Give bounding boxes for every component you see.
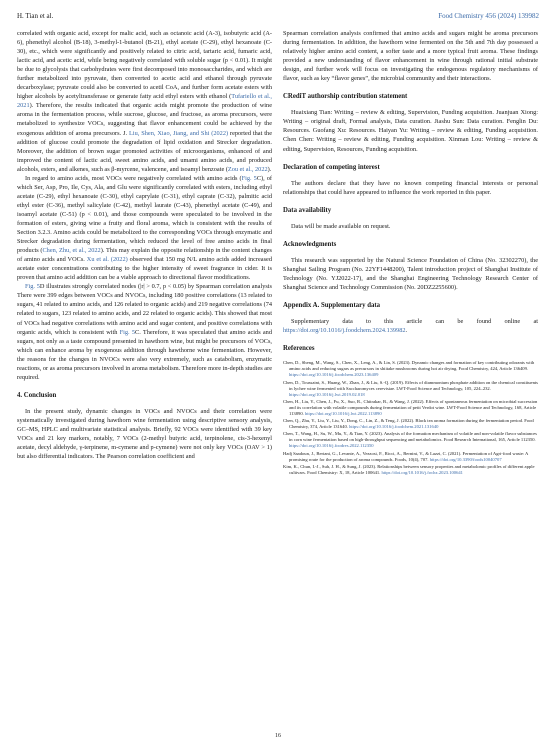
- paragraph: Supplementary data to this article can be found online at https://doi.org/10.1016/j.foodchem.2024.139982.: [283, 318, 538, 335]
- reference-doi-link[interactable]: https://doi.org/10.3390/foods10040707: [429, 456, 502, 462]
- paragraph: Spearman correlation analysis confirmed that amino acids and sugars might be aroma precursors during fermentation. In addition, the hawthorn wine fermented on the 5th and 7th day possessed a relatively higher amino acid content, a softer taste and a more typical fruit aroma. These findings provided a new understanding of flavor enhancement in wine through rational initial substrate design, and further work will focus on investigating the endogenous regulatory mechanisms of flavor, such as key “flavor genes”, the microbial community and their interactions.: [283, 30, 538, 83]
- reference-doi-link[interactable]: https://doi.org/10.1016/j.foodres.2022.112350: [289, 443, 374, 449]
- paragraph: This research was supported by the Natural Science Foundation of China (No. 32302270), the Shanghai Sailing Program (No. 22YF1448200), Talent introduction project of Shanghai Institute of Technology (No. YJ2022-17), and the Shanghai Engineering Technology Research Center of Shanghai Science and Technology Commission (No. 20DZ2255600).: [283, 256, 538, 291]
- section-heading-appendix: Appendix A. Supplementary data: [283, 302, 381, 310]
- figure-link[interactable]: Fig. 5: [25, 283, 40, 291]
- section-heading-competing-interest: Declaration of competing interest: [283, 163, 380, 171]
- reference-doi-link[interactable]: https://doi.org/10.1016/j.lwt.2019.02.018: [289, 391, 365, 397]
- reference-text: Chen, D., Sheng, M., Wang, S., Chen, X., Leng, A., & Lin, S. (2023). Dynamic changes and formation of key contributing odorants with amino acids and reducing sugars as precursors in shiitake mushrooms during hot air drying. Food Chemistry, 424, Article 136409.: [283, 360, 535, 372]
- reference-doi-link[interactable]: https://doi.org/10.1016/j.foodchem.2021.131640: [349, 424, 439, 430]
- citation-link[interactable]: Liu, Shen, Xiao, Jiang, and Shi (2022): [129, 129, 229, 137]
- figure-link[interactable]: Fig. 5: [119, 328, 135, 336]
- reference-doi-link[interactable]: https://doi.org/10.1016/j.foodchem.2023.136409: [289, 372, 379, 378]
- reference-item: [283, 418, 538, 430]
- citation-link[interactable]: Chen, Zhu, et al., 2022: [42, 247, 101, 255]
- reference-text: Chen, D., Toussaint, S., Huang, W., Zhan, J., & Liu, S.-Q. (2019). Effects of diammonium phosphate addition on the chemical constituents in lychee wine fermented with Saccharomyces cerevisiae. LWT-Food Science and Technology, 105, 224–232.: [283, 379, 538, 391]
- reference-text: Chen, Q., Zhu, Y., Liu, Y., Liu, Y., Dong, C., Lin, Z., & Teng, J. (2022). Black tea aroma formation during the fermentation period. Food Chemistry, 374, Article 131640.: [283, 418, 534, 430]
- reference-doi-link[interactable]: https://doi.org/10.1016/j.lwt.2022.113890: [304, 410, 382, 416]
- paragraph: In regard to amino acids, most VOCs were negatively correlated with amino acids (Fig. 5C), of which Ser, Asp, Pro, Ile, Cys, Ala, and Glu were significantly correlated with esters, including ethyl acetate (C-29), ethyl hexanoate (C-30), ethyl caprylate (C-31), ethyl caprate (C-32), palmitic acid ethyl ester (C-36), methyl salicylate (C-42), methyl laurate (C-43), phenethyl acetate (C-49), and isoamyl acetate (C-51) (p < 0.01), and those compounds were speculated to be involved in the formation of esters, giving wine a fruity and floral aroma, which is consistent with the results of Section 3.2.3. Amino acids could be metabolized to the corresponding VOCs through enzymatic and Strecker degradation during fermentation, which reduced the level of free amino acids in final products (Chen, Zhu, et al., 2022). This may explain the opposite relationship in the content changes of amino acids and VOCs. Xu et al. (2022) observed that 150 mg N/L amino acids added increased acetate ester concentrations contributing to the higher intensity of sweet fragrance in cider. It is proven that amino acid addition can be a viable approach to directional flavor modifications.: [17, 174, 272, 282]
- supplementary-doi-link[interactable]: https://doi.org/10.1016/j.foodchem.2024.139982: [283, 327, 406, 335]
- citation-link[interactable]: Tufariello et al., 2021: [17, 93, 272, 110]
- paragraph: In the present study, dynamic changes in VOCs and NVOCs and their correlation were systematically investigated during hawthorn wine fermentation using descriptive sensory analysis, GC–MS, HPLC and multivariate statistical analysis. Briefly, 92 VOCs were identified with 39 key VOCs and 21 key markers, notably, 7 VOCs (2-methyl butyric acid, terpinolene, cis-3-hexenyl acetate, decyl aldehyde, γ-terpinene, m-cymene and p-cymene) were not only key VOCs (OAV > 1) but also differential indicators. The Pearson correlation coefficient and: [17, 407, 272, 461]
- citation-link[interactable]: Zou et al., 2022: [227, 165, 268, 173]
- figure-link[interactable]: Fig. 5: [241, 174, 257, 182]
- reference-item: [283, 431, 538, 449]
- reference-text: Chen, T., Wang, H., Su, W., Mu, Y., & Tian, Y. (2023). Analysis of the formation mechanism of volatile and non-volatile flavor substances in corn wine fermentation based on high-throughput sequencing and metabolomics. Food Research International, 165, Article 112350.: [283, 431, 537, 443]
- reference-doi-link[interactable]: https://doi.org/10.1016/j.fochx.2023.100641: [381, 469, 463, 475]
- reference-item: [283, 464, 538, 476]
- paragraph: The authors declare that they have no known competing financial interests or personal relationships that could have appeared to influence the work reported in this paper.: [283, 179, 538, 196]
- paragraph: correlated with organic acid, except for malic acid, such as octanoic acid (A-3), isobutyric acid (A-6), phenethyl alcohol (B-18), 3-methyl-1-butanol (B-21), ethyl acetate (C-29), ethyl hexanoate (C-30), etc., which were significantly and positively related to citric acid, tartaric acid, fumaric acid, lactic acid, and acetic acid, while being negatively correlated with soluble sugar (p < 0.01). It might be due to glycolysis that carbohydrates were first decomposed into monosaccharides, and which are further metabolized into pyruvate, then converted to acetic acid and ethanol through pyruvate decarboxylase; pyruvate could also be converted to acetil CoA, and further form acetate esters with higher alcohols by acetyltransferase or generate fatty acid ethyl esters with ethanol (Tufariello et al., 2021). Therefore, the results indicated that organic acids might promote the production of wine aroma in the fermentation process, while sucrose, glucose, and fructose, as aroma precursors, were metabolized to synthesize VOCs, suggesting that flavor enhancement could be achieved by the exogenous addition of aroma precursors. J. Liu, Shen, Xiao, Jiang, and Shi (2022) reported that the addition of glucose could promote the degradation of lipid oxidation and Strecker degradation. Moreover, the addition of brown sugar promoted activities of microorganisms, enhanced of and improved the content of lactic acid, sweet amino acids, and umami amino acids, and produced alcohols, esters, and alkenes, such as β-myrcene, valencene, and isoamyl benzoate (Zou et al., 2022).: [17, 30, 272, 173]
- paragraph: Huaixiang Tian: Writing – review & editing, Supervision, Funding acquisition. Juanjuan Xiong: Writing – original draft, Formal analysis, Data curation. Jiashu Sun: Data curation. Fenglin Du: Resources. Guofang Xu: Resources. Haiyan Yu: Writing – review & editing, Funding acquisition. Chen Chen: Writing – review & editing, Funding acquisition. Xinman Lou: Writing – review & editing, Supervision, Resources, Funding acquisition.: [283, 109, 538, 153]
- reference-item: [283, 399, 538, 417]
- reference-text: Kim, K., Chun, I.-J., Suh, J. H., & Sung, J. (2023). Relationships between sensory properties and metabolomic profiles of different apple cultivars. Food Chemistry: X, 18, Article 100641.: [283, 463, 535, 475]
- section-heading-data-availability: Data availability: [283, 206, 332, 214]
- section-heading-acknowledgments: Acknowledgments: [283, 240, 337, 248]
- citation-link[interactable]: Xu et al. (2022): [86, 256, 128, 264]
- section-heading-conclusion: 4. Conclusion: [17, 391, 57, 399]
- paragraph: Data will be made available on request.: [291, 222, 391, 230]
- reference-item: [283, 380, 538, 398]
- section-heading-credit: CRediT authorship contribution statement: [283, 93, 408, 101]
- left-column: [17, 29, 272, 461]
- header-authors: H. Tian et al.: [17, 12, 54, 20]
- right-column: [283, 29, 538, 477]
- header-journal[interactable]: Food Chemistry 456 (2024) 139982: [438, 12, 539, 20]
- reference-item: [283, 360, 538, 378]
- reference-item: [283, 451, 538, 463]
- page-number: 16: [275, 733, 281, 739]
- reference-text: Chen, H., Liu, Y., Chen, J., Fu, X., Suo, R., Chitrakar, B., & Wang, J. (2022). Effects of spontaneous fermentation on microbial succession and its correlation with volatile compounds during fermentation of petit Verdot wine. LWT-Food Science and Technology, 168, Article 113890.: [283, 398, 538, 416]
- reference-list: [283, 360, 538, 476]
- section-heading-references: References: [283, 345, 315, 353]
- reference-text: Hadj Saadoun, J., Bertani, G., Levante, A., Vezzosi, F., Ricci, A., Bernini, V., & Lazzi, C. (2021). Fermentation of Agri-food waste: A promising route for the production of aroma compounds. Foods, 10(4), 707.: [283, 450, 529, 462]
- paragraph: Fig. 5D illustrates strongly correlated nodes (|r| > 0.7, p < 0.05) by Spearman correlation analysis There were 399 edges between VOCs and NVOCs, including 180 positive correlations (13 related to sugars, 41 related to amino acids, and 126 related to organic acids) and 219 negative correlations (74 related to sugars, 123 related to amino acids, and 22 related to organic acids). This showed that most of VOCs had negative correlations with amino acid and sugar content, and positive correlations with organic acids, which is consistent with Fig. 5C. Therefore, it was speculated that amino acids and sugars, not only as a taste compound presented in hawthorn wine, but might be precursors of VOCs, which can enhance aroma by exogenous addition through hawthorne wine fermentation. However, the reasons for the changes in NVOCs were also very extremely, such as catabolism, enzymatic reactions, or as aroma precursors involved in aroma metabolism. Therefore more in-depth studies are required.: [17, 283, 272, 381]
- running-header: [17, 12, 539, 24]
